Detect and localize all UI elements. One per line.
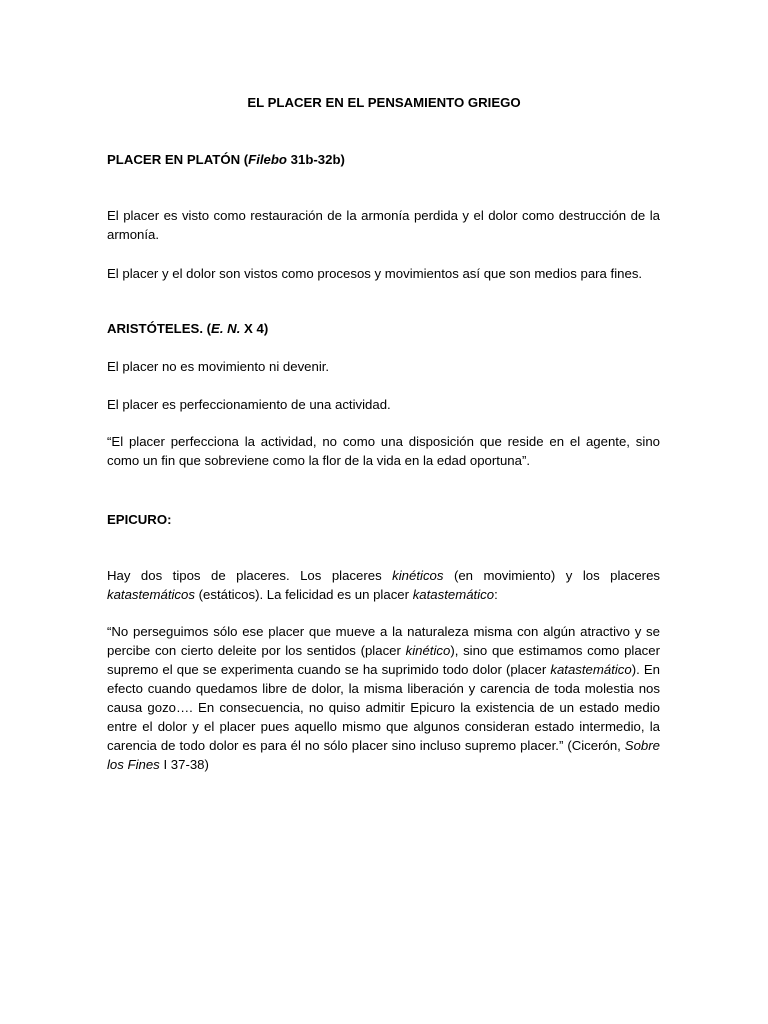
heading-epicuro: EPICURO: <box>107 512 172 527</box>
heading-platon-prefix: PLACER EN PLATÓN ( <box>107 152 249 167</box>
heading-platon-suffix: 31b-32b) <box>287 152 345 167</box>
document-title: EL PLACER EN EL PENSAMIENTO GRIEGO <box>247 95 521 110</box>
epicuro-quote-work-title: Sobre los Fines <box>107 738 660 772</box>
epicuro-quote-text-a: “No perseguimos sólo ese placer que mueve a la naturaleza misma con algún atractivo y se percibe con cierto deleite por los sentidos (placer <box>107 624 660 658</box>
aristoteles-quote: “El placer perfecciona la actividad, no como una disposición que reside en el agente, sino como un fin que sobreviene como la flor de la vida en la edad oportuna”. <box>107 434 660 468</box>
epicuro-p1-term-kineticos: kinéticos <box>392 568 444 583</box>
aristoteles-paragraph-2: El placer es perfeccionamiento de una actividad. <box>107 397 391 412</box>
epicuro-quote-text-d: I 37-38) <box>159 757 209 772</box>
heading-aristoteles-work: E. N. <box>211 321 241 336</box>
heading-aristoteles-prefix: ARISTÓTELES. ( <box>107 321 212 336</box>
aristoteles-paragraph-1: El placer no es movimiento ni devenir. <box>107 359 330 374</box>
heading-platon-work: Filebo <box>248 152 287 167</box>
epicuro-paragraph-1 <box>107 566 660 604</box>
epicuro-quote-term-katastematico: katastemático <box>550 662 632 677</box>
epicuro-quote-text-b: ), sino que estimamos como placer supremo el que se experimenta cuando se ha suprimido todo dolor (placer <box>107 643 660 677</box>
epicuro-p1-term-katastematico: katastemático <box>412 587 495 602</box>
platon-paragraph-1: El placer es visto como restauración de la armonía perdida y el dolor como destrucción de la armonía. <box>107 208 660 242</box>
epicuro-p1-text-d: : <box>494 587 498 602</box>
epicuro-p1-text-b: (en movimiento) y los placeres <box>443 568 660 583</box>
heading-platon <box>107 150 345 169</box>
heading-aristoteles <box>107 319 268 338</box>
heading-aristoteles-suffix: X 4) <box>240 321 269 336</box>
epicuro-quote <box>107 622 660 774</box>
epicuro-quote-text-c: ). En efecto cuando quedamos libre de dolor, la misma liberación y carencia de toda molestia nos causa gozo…. En consecuencia, no quiso admitir Epicuro la existencia de un estado medio entre el dolor y el placer pues aquello mismo que algunos consideran estado intermedio, la carencia de todo dolor es para él no sólo placer sino incluso supremo placer.” (Cicerón, <box>107 662 660 753</box>
platon-paragraph-2: El placer y el dolor son vistos como procesos y movimientos así que son medios para fines. <box>107 266 643 281</box>
epicuro-p1-text-a: Hay dos tipos de placeres. Los placeres <box>107 568 393 583</box>
epicuro-p1-term-katastematicos: katastemáticos <box>107 587 195 602</box>
epicuro-p1-text-c: (estáticos). La felicidad es un placer <box>194 587 413 602</box>
epicuro-quote-term-kinetico: kinético <box>405 643 451 658</box>
